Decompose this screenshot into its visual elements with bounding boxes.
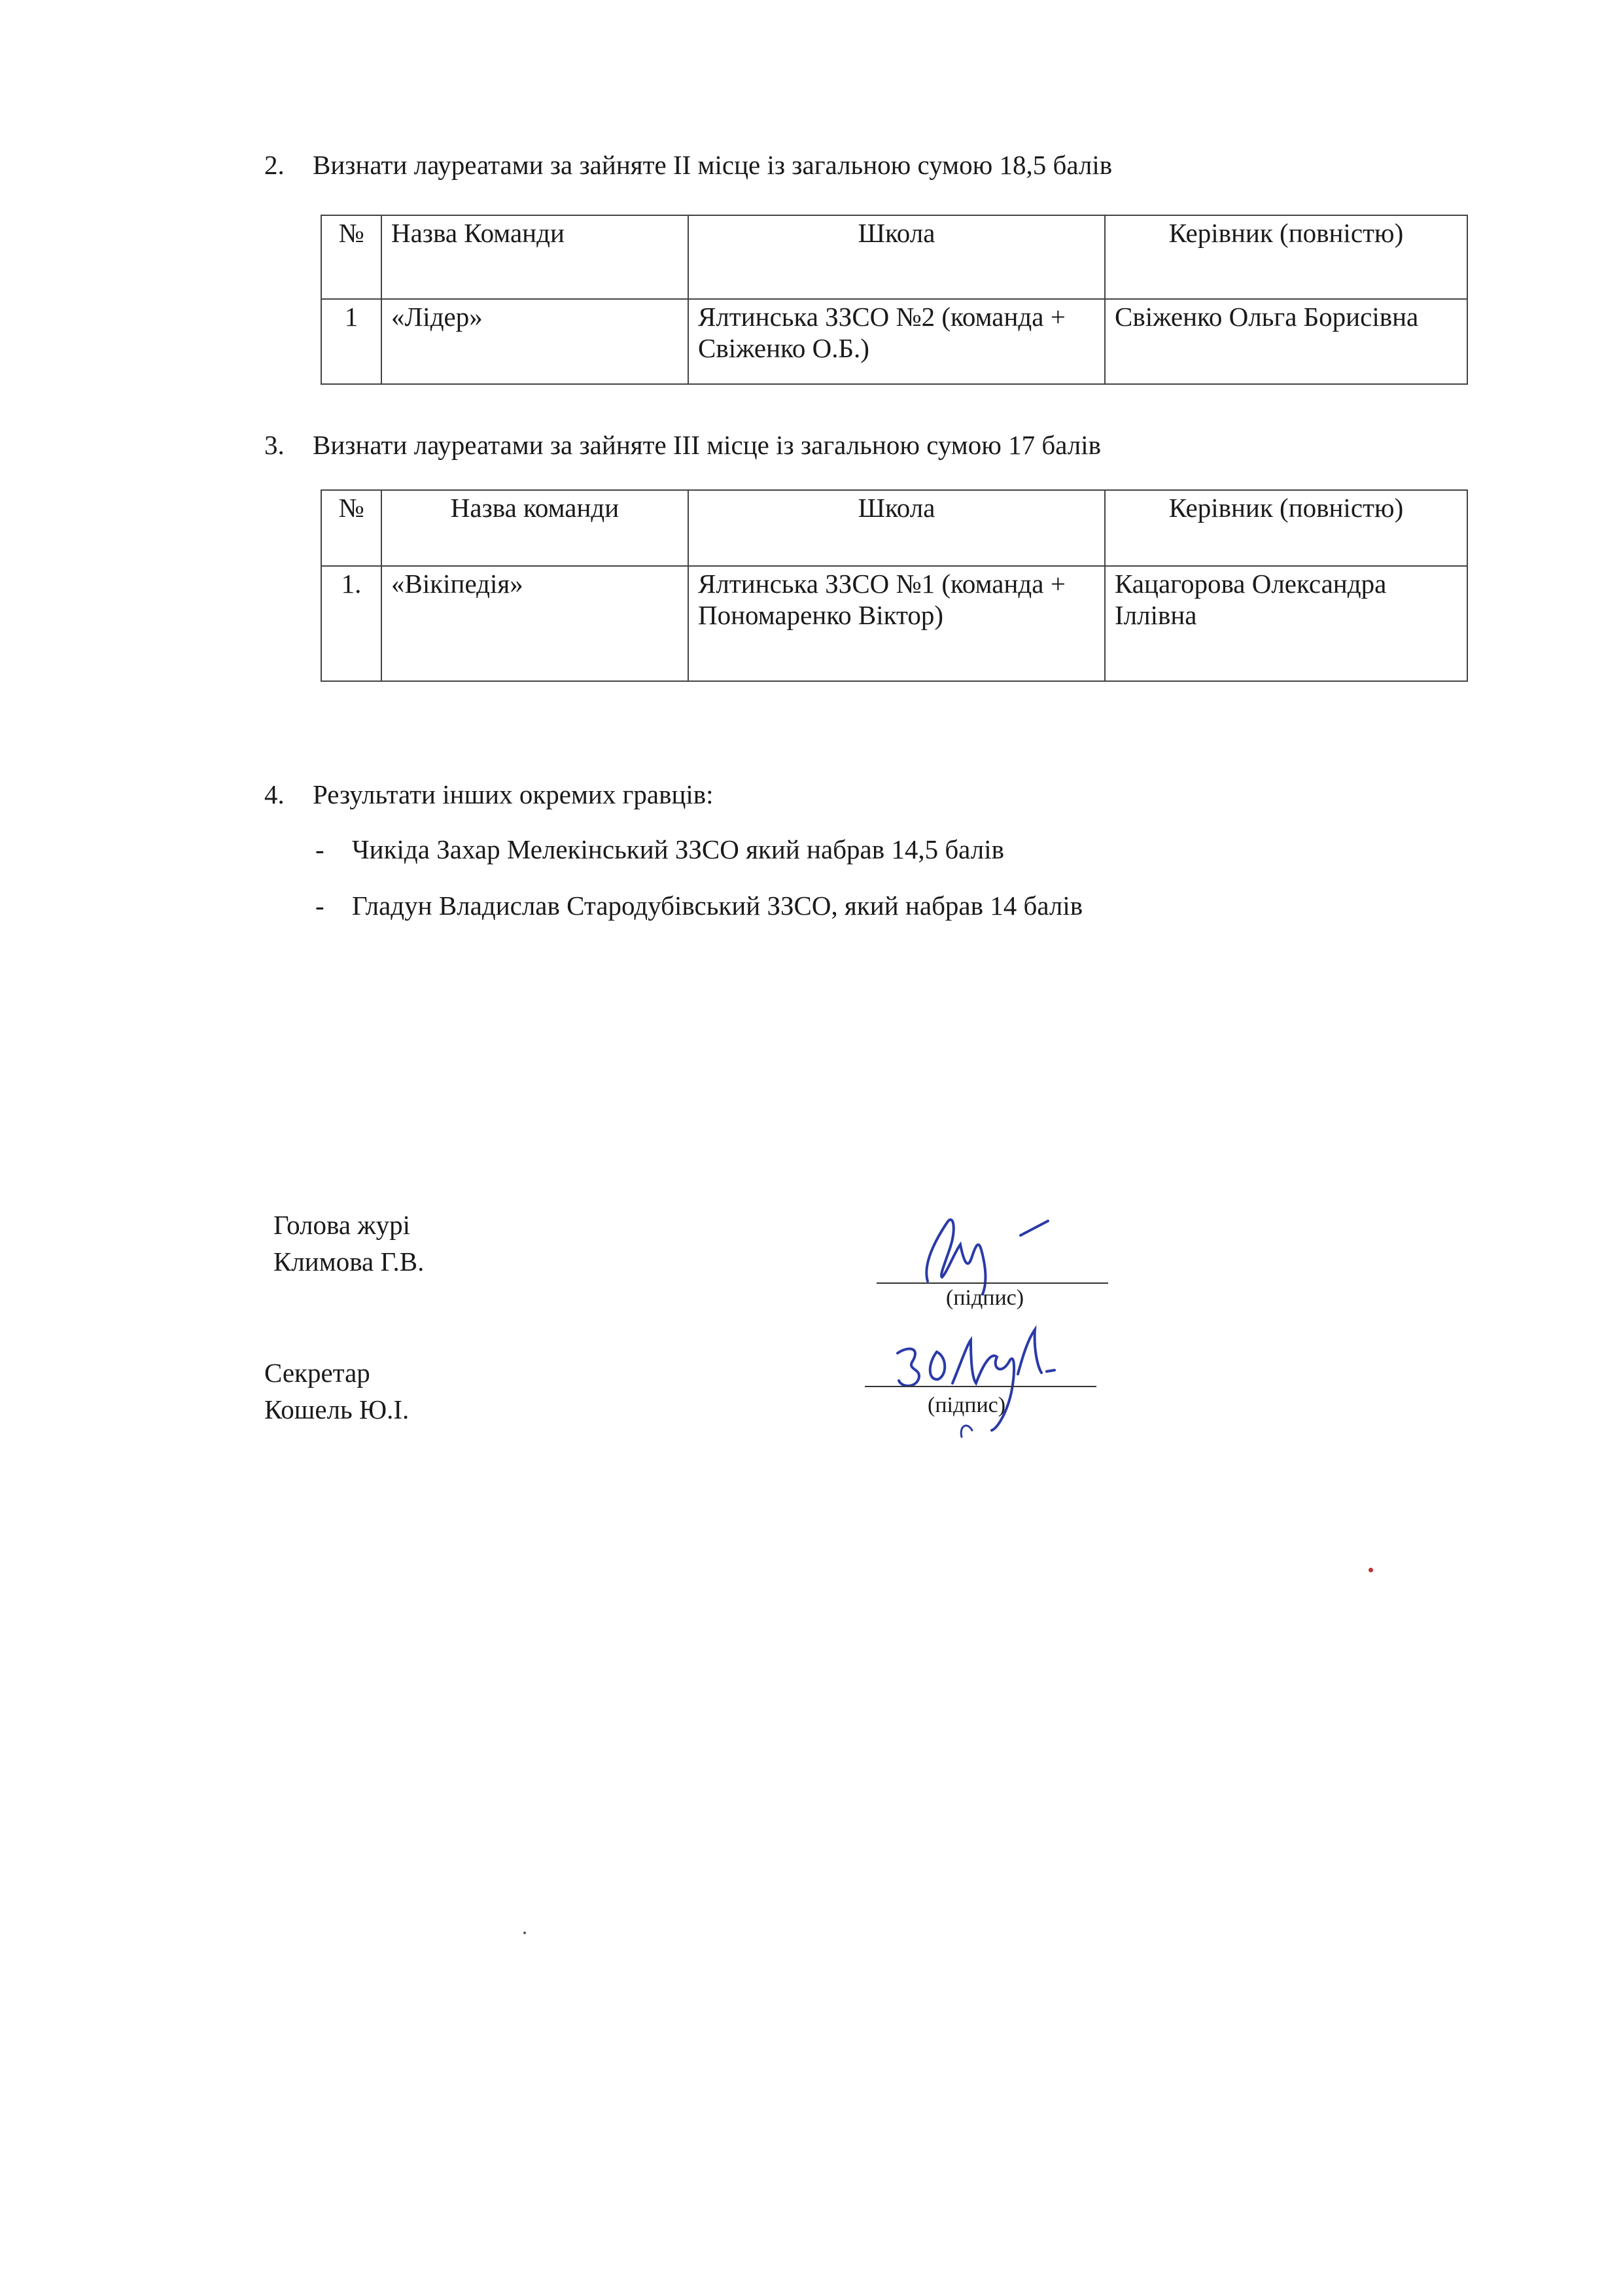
item-2-heading xyxy=(264,149,1112,181)
item-3-heading xyxy=(264,429,1101,461)
item-4-number: 4. xyxy=(264,779,285,809)
item-3-number: 3. xyxy=(264,430,285,460)
scan-speck xyxy=(523,1932,526,1934)
secretary-signature-caption: (підпис) xyxy=(928,1393,1006,1417)
table-header-row xyxy=(321,215,1467,299)
header-team: Назва Команди xyxy=(381,215,688,299)
cell-leader: Кацагорова Олександра Іллівна xyxy=(1105,566,1467,681)
cell-school: Ялтинська ЗЗСО №2 (команда + Свіженко О.Б.) xyxy=(688,299,1105,384)
player-result-2: Гладун Владислав Стародубівський ЗЗСО, який набрав 14 балів xyxy=(352,891,1083,921)
header-leader: Керівник (повністю) xyxy=(1105,490,1467,566)
list-item xyxy=(315,890,1083,921)
header-leader: Керівник (повністю) xyxy=(1105,215,1467,299)
cell-leader: Свіженко Ольга Борисівна xyxy=(1105,299,1467,384)
cell-team: «Вікіпедія» xyxy=(381,566,688,681)
chair-signature-caption: (підпис) xyxy=(946,1286,1024,1310)
table-header-row xyxy=(321,490,1467,566)
bullet-dash: - xyxy=(315,891,324,921)
cell-number: 1. xyxy=(321,566,381,681)
item-2-number: 2. xyxy=(264,150,285,180)
table-row xyxy=(321,299,1467,384)
header-school: Школа xyxy=(688,215,1105,299)
cell-number: 1 xyxy=(321,299,381,384)
list-item xyxy=(315,834,1004,865)
player-result-1: Чикіда Захар Мелекінський ЗЗСО який набрав 14,5 балів xyxy=(352,834,1004,864)
item-4-heading xyxy=(264,779,714,810)
table-place-3 xyxy=(321,489,1468,682)
header-team: Назва команди xyxy=(381,490,688,566)
chair-name: Климова Г.В. xyxy=(273,1246,425,1277)
header-school: Школа xyxy=(688,490,1105,566)
cell-school: Ялтинська ЗЗСО №1 (команда + Пономаренко Віктор) xyxy=(688,566,1105,681)
table-place-2 xyxy=(321,215,1468,385)
item-3-text: Визнати лауреатами за зайняте III місце із загальною сумою 17 балів xyxy=(313,430,1102,460)
chair-title: Голова журі xyxy=(273,1210,411,1240)
secretary-title: Секретар xyxy=(264,1358,370,1388)
table-row xyxy=(321,566,1467,681)
chair-signature-line xyxy=(877,1282,1108,1284)
header-number: № xyxy=(321,215,381,299)
secretary-name: Кошель Ю.І. xyxy=(264,1394,410,1424)
item-2-text: Визнати лауреатами за зайняте II місце із загальною сумою 18,5 балів xyxy=(313,150,1113,180)
header-number: № xyxy=(321,490,381,566)
bullet-dash: - xyxy=(315,834,324,864)
cell-team: «Лідер» xyxy=(381,299,688,384)
secretary-signature xyxy=(864,1315,1099,1446)
scan-speck xyxy=(1369,1568,1373,1572)
item-4-text: Результати інших окремих гравців: xyxy=(313,779,714,809)
secretary-signature-line xyxy=(865,1386,1096,1387)
